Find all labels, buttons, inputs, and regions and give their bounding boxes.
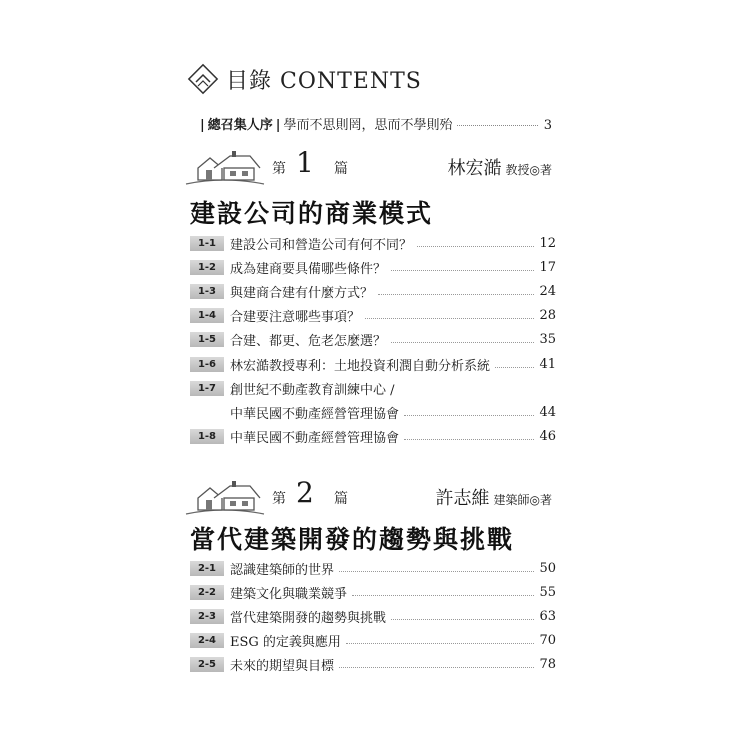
leader-dots [391, 270, 534, 271]
toc-entry[interactable] [190, 580, 556, 604]
chapter-title: 林宏澔教授專利：土地投資利潤自動分析系統 [230, 358, 491, 374]
toc-entry[interactable] [190, 352, 556, 376]
preface-title: 學而不思則罔，思而不學則殆 [283, 118, 453, 133]
leader-dots [457, 125, 539, 126]
page-number: 24 [539, 283, 556, 299]
leader-dots [404, 415, 534, 416]
toc-entry[interactable] [190, 328, 556, 352]
page-number: 63 [539, 608, 556, 624]
chapter-title: 成為建商要具備哪些條件？ [230, 261, 387, 277]
part-ordinal-prefix: 第 [272, 491, 286, 507]
leader-dots [339, 571, 534, 572]
chapter-code-badge: 2-2 [190, 585, 224, 600]
chapter-code-badge: 1-7 [190, 381, 224, 396]
toc-entry-continuation[interactable] [190, 400, 556, 424]
chapter-title: 當代建築開發的趨勢與挑戰 [230, 610, 387, 626]
leader-dots [378, 294, 534, 295]
page-number: 12 [539, 235, 556, 251]
leader-dots [365, 318, 534, 319]
part-ordinal-suffix: 篇 [334, 161, 348, 177]
leader-dots [404, 439, 534, 440]
toc-entry[interactable] [190, 604, 556, 628]
chapter-code-badge: 1-6 [190, 357, 224, 372]
author-role: 建築師◎著 [493, 493, 552, 507]
leader-dots [495, 367, 534, 368]
toc-entry[interactable] [190, 653, 556, 677]
leader-dots [391, 619, 534, 620]
part-2-entries [190, 556, 556, 677]
page-number: 41 [539, 356, 556, 372]
page-number: 28 [539, 308, 556, 324]
leader-dots [339, 667, 534, 668]
toc-entry[interactable] [190, 255, 556, 279]
part-ordinal-prefix: 第 [272, 161, 286, 177]
chapter-title: 合建、都更、危老怎麼選？ [230, 334, 387, 350]
author-name: 許志維 [435, 488, 490, 509]
toc-entry[interactable] [190, 629, 556, 653]
chapter-code-badge: 1-4 [190, 308, 224, 323]
chapter-code-badge: 2-1 [190, 561, 224, 576]
leader-dots [346, 643, 535, 644]
chapter-code-badge: 1-8 [190, 429, 224, 444]
page-number: 35 [539, 332, 556, 348]
part-2-title: 當代建築開發的趨勢與挑戰 [190, 525, 515, 554]
leader-dots [352, 595, 534, 596]
chapter-code-placeholder [190, 405, 224, 420]
chapter-title: 創世紀不動產教育訓練中心 / [230, 382, 395, 398]
toc-entry[interactable] [190, 556, 556, 580]
toc-entry[interactable] [190, 425, 556, 449]
chapter-title: 中華民國不動產經營管理協會 [230, 406, 400, 422]
house-icon [184, 480, 266, 516]
toc-entry[interactable] [190, 376, 556, 400]
preface-tag: 總召集人序 [207, 118, 273, 133]
author-name: 林宏澔 [447, 158, 502, 179]
chapter-title: 與建商合建有什麼方式？ [230, 285, 374, 301]
leader-dots [417, 246, 534, 247]
chapter-code-badge: 1-5 [190, 332, 224, 347]
page-number: 46 [539, 429, 556, 445]
divider-bar: | [200, 118, 205, 133]
part-number: 2 [296, 476, 314, 509]
part-1-header [184, 146, 556, 190]
house-diamond-logo-icon [186, 62, 220, 96]
chapter-code-badge: 2-3 [190, 609, 224, 624]
part-1-title: 建設公司的商業模式 [190, 199, 434, 228]
chapter-code-badge: 1-3 [190, 284, 224, 299]
page-number: 70 [539, 633, 556, 649]
chapter-title: 建設公司和營造公司有何不同？ [230, 237, 413, 253]
chapter-title: 中華民國不動產經營管理協會 [230, 431, 400, 447]
chapter-title: 建築文化與職業競爭 [230, 586, 348, 602]
author-line [448, 154, 552, 180]
chapter-title: ESG 的定義與應用 [230, 635, 341, 651]
page-number: 55 [539, 584, 556, 600]
chapter-title: 未來的期望與目標 [230, 659, 335, 675]
author-role: 教授◎著 [505, 163, 552, 177]
part-number: 1 [296, 146, 314, 179]
chapter-title: 認識建築師的世界 [230, 562, 335, 578]
leader-dots [391, 342, 534, 343]
toc-entry[interactable] [190, 279, 556, 303]
toc-entry[interactable] [190, 304, 556, 328]
part-1-entries [190, 231, 556, 449]
page-number: 17 [539, 259, 556, 275]
page-number: 78 [539, 657, 556, 673]
page-number: 44 [539, 404, 556, 420]
page-number: 50 [539, 560, 556, 576]
chapter-code-badge: 1-2 [190, 260, 224, 275]
chapter-title: 合建要注意哪些事項？ [230, 310, 361, 326]
toc-header [186, 62, 422, 96]
chapter-code-badge: 1-1 [190, 236, 224, 251]
toc-entry[interactable] [190, 231, 556, 255]
chapter-code-badge: 2-4 [190, 633, 224, 648]
part-2-header [184, 476, 556, 520]
house-icon [184, 150, 266, 186]
page-number: 3 [543, 118, 552, 133]
chapter-code-badge: 2-5 [190, 657, 224, 672]
part-ordinal-suffix: 篇 [334, 491, 348, 507]
author-line [436, 484, 552, 510]
divider-bar: | [275, 118, 281, 133]
page-title: 目錄 CONTENTS [226, 68, 422, 94]
preface-entry[interactable] [200, 114, 552, 133]
